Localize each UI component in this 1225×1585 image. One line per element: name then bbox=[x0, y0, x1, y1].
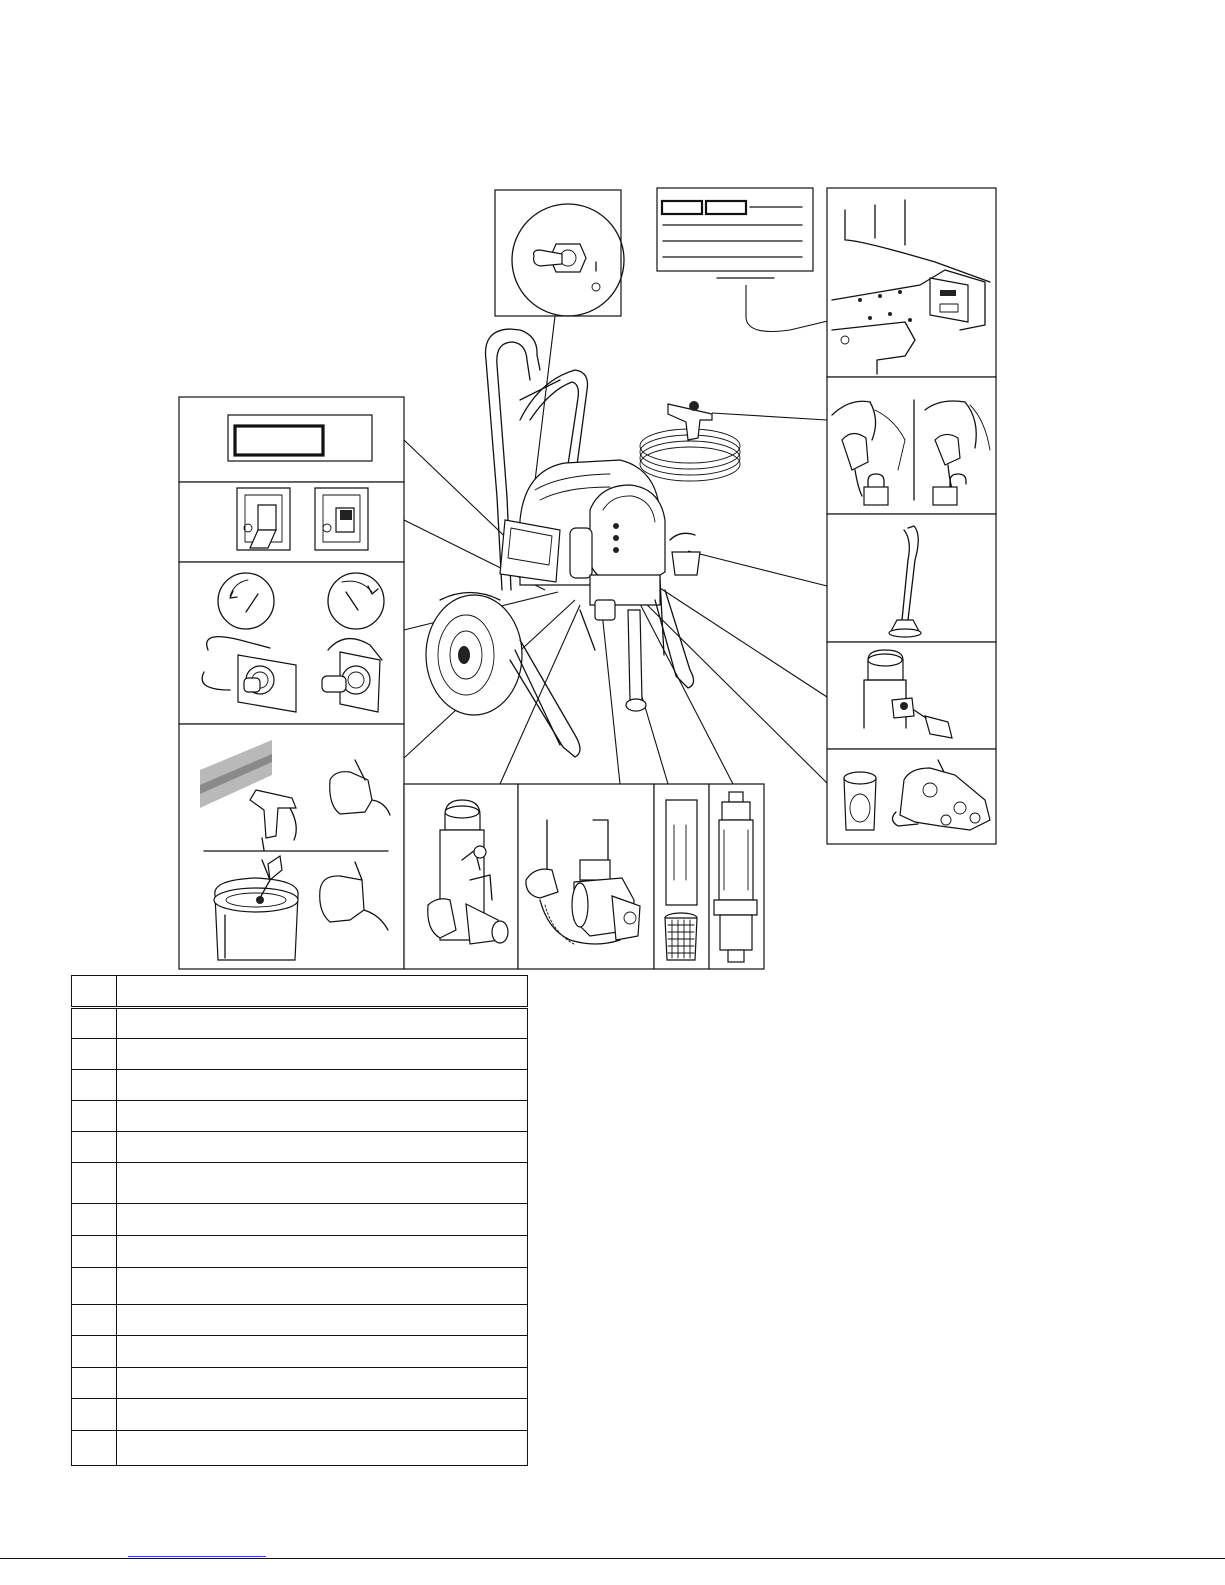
table-row bbox=[72, 1204, 528, 1236]
table-row bbox=[72, 1336, 528, 1368]
table-row bbox=[72, 1399, 528, 1431]
table-row bbox=[72, 1268, 528, 1305]
frame-label-callout bbox=[827, 188, 996, 377]
table-cell-description bbox=[117, 1070, 528, 1101]
table-cell-key bbox=[72, 1101, 117, 1132]
trigger-lock-callout bbox=[827, 377, 996, 514]
filter-callout bbox=[404, 784, 518, 969]
table-cell-description bbox=[117, 1268, 528, 1305]
table-cell-description bbox=[117, 1305, 528, 1336]
sprayer-unit bbox=[426, 329, 740, 757]
table-cell-key bbox=[72, 1008, 117, 1039]
table-row bbox=[72, 1305, 528, 1336]
piston-pump-callout bbox=[709, 784, 764, 969]
table-cell-description bbox=[117, 1101, 528, 1132]
suction-tube-callout bbox=[827, 514, 996, 642]
table-cell-description bbox=[117, 1163, 528, 1204]
table-cell-description bbox=[117, 1368, 528, 1399]
pressure-control-callout bbox=[179, 562, 404, 724]
table-row bbox=[72, 1236, 528, 1268]
table-row bbox=[72, 1368, 528, 1399]
prime-drain-callout bbox=[179, 724, 404, 969]
table-cell-description bbox=[117, 1132, 528, 1163]
table-cell-key bbox=[72, 1305, 117, 1336]
table-cell-key bbox=[72, 1336, 117, 1368]
table-row bbox=[72, 1070, 528, 1101]
pump-latch-callout bbox=[518, 784, 654, 969]
toggle-knob-callout bbox=[495, 190, 624, 316]
table-cell-key bbox=[72, 1163, 117, 1204]
table-cell-key bbox=[72, 1204, 117, 1236]
component-legend-table bbox=[71, 975, 528, 1466]
inlet-strainer-callout bbox=[654, 784, 709, 969]
drain-valve-callout bbox=[827, 642, 996, 749]
table-row bbox=[72, 1101, 528, 1132]
table-cell-description bbox=[117, 1336, 528, 1368]
table-cell-key bbox=[72, 1368, 117, 1399]
table-cell-key bbox=[72, 976, 117, 1008]
table-cell-description bbox=[117, 976, 528, 1008]
table-cell-key bbox=[72, 1431, 117, 1466]
footer-link[interactable] bbox=[128, 1556, 266, 1557]
table-cell-key bbox=[72, 1132, 117, 1163]
table-cell-description bbox=[117, 1431, 528, 1466]
power-switch-callout bbox=[179, 482, 404, 562]
table-header-row bbox=[72, 976, 528, 1008]
table-cell-description bbox=[117, 1008, 528, 1039]
table-row bbox=[72, 1008, 528, 1039]
warning-label-callout bbox=[179, 397, 404, 482]
table-cell-description bbox=[117, 1204, 528, 1236]
table-cell-description bbox=[117, 1039, 528, 1070]
table-row bbox=[72, 1431, 528, 1466]
identification-label-callout bbox=[657, 188, 813, 278]
table-cell-key bbox=[72, 1268, 117, 1305]
table-cell-key bbox=[72, 1070, 117, 1101]
footer-divider bbox=[0, 1558, 1225, 1559]
table-cell-description bbox=[117, 1236, 528, 1268]
table-cell-key bbox=[72, 1236, 117, 1268]
table-row bbox=[72, 1132, 528, 1163]
table-row bbox=[72, 1039, 528, 1070]
table-row bbox=[72, 1163, 528, 1204]
table-cell-description bbox=[117, 1399, 528, 1431]
table-cell-key bbox=[72, 1039, 117, 1070]
pump-callout bbox=[827, 749, 996, 844]
table-cell-key bbox=[72, 1399, 117, 1431]
